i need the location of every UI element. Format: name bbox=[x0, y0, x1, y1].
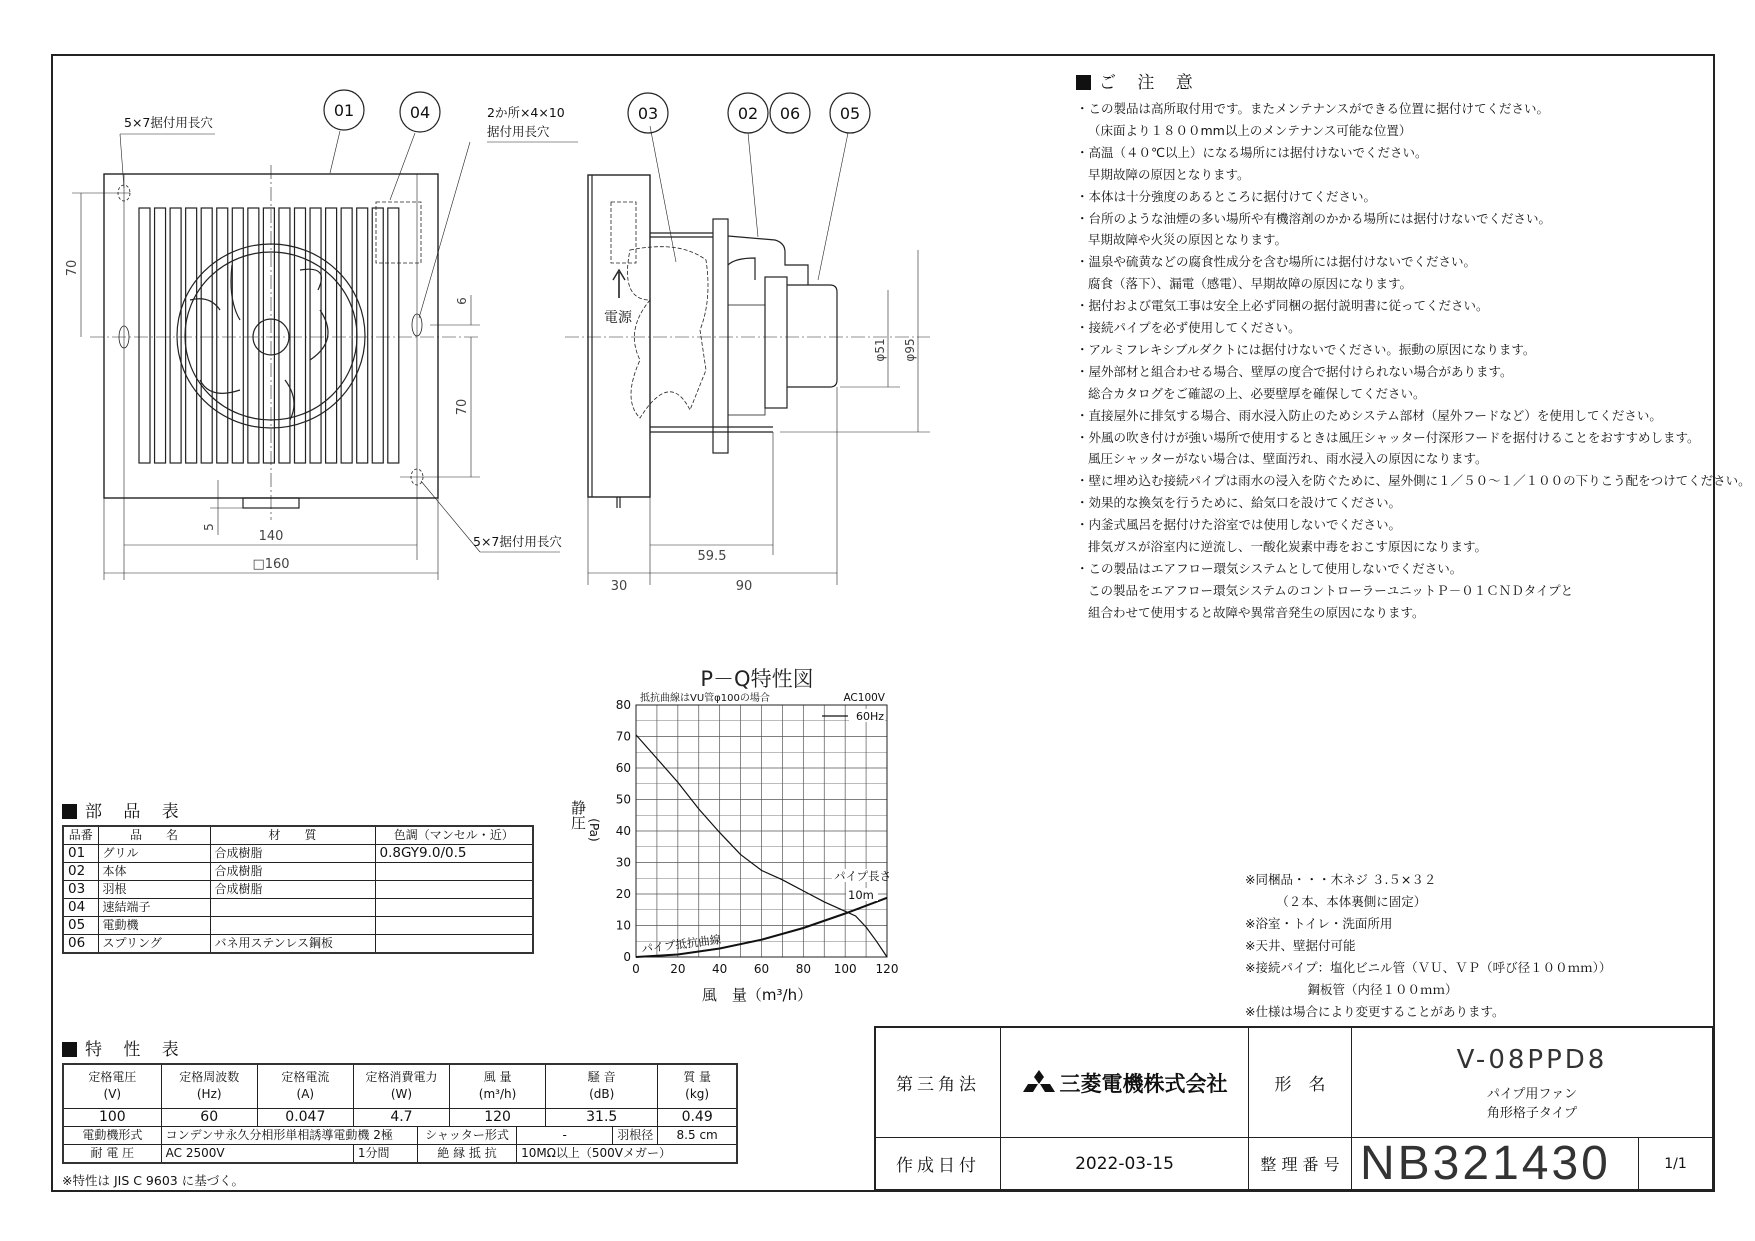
table-row bbox=[63, 917, 533, 935]
table-row bbox=[63, 845, 533, 863]
parts-cell bbox=[210, 899, 375, 917]
grille-slat bbox=[388, 208, 399, 463]
withstand-time: 1分間 bbox=[353, 1144, 417, 1163]
misc-note: ※同梱品・・・木ネジ ３.５×３２ bbox=[1245, 872, 1437, 887]
spec-header-cell bbox=[257, 1064, 353, 1108]
callout-01 bbox=[324, 90, 364, 130]
spec-value: 31.5 bbox=[546, 1108, 658, 1126]
callout-03-label: 03 bbox=[637, 104, 659, 123]
dim-70-left: 70 bbox=[65, 259, 80, 277]
parts-cell: 合成樹脂 bbox=[210, 845, 375, 863]
shutter-value: - bbox=[517, 1126, 613, 1144]
dim-90: 90 bbox=[735, 579, 753, 594]
parts-cell: スプリング bbox=[98, 935, 210, 954]
misc-note: ※仕様は場合により変更することがあります。 bbox=[1245, 1004, 1505, 1019]
slot-label-side-2: 据付用長穴 bbox=[487, 124, 550, 139]
spec-header-cell bbox=[161, 1064, 257, 1108]
parts-cell: 本体 bbox=[98, 863, 210, 881]
parts-cell bbox=[375, 899, 533, 917]
annotation-pipe-resistance: パイプ抵抗曲線 bbox=[640, 932, 722, 956]
note-line: ・本体は十分強度のあるところに据付けてください。 bbox=[1076, 188, 1377, 204]
note-line: 風圧シャッターがない場合は、壁面汚れ、雨水浸入の原因になります。 bbox=[1088, 451, 1488, 467]
callout-05 bbox=[830, 93, 870, 133]
side-view bbox=[565, 93, 930, 594]
chart-ticks bbox=[616, 698, 899, 976]
chart-title: P－Q特性図 bbox=[700, 667, 814, 691]
parts-header-cell: 材 質 bbox=[210, 826, 375, 845]
parts-cell bbox=[375, 881, 533, 899]
misc-note: ※接続パイプ：塩化ビニル管（ＶＵ、ＶＰ（呼び径１００ｍｍ）） bbox=[1245, 960, 1612, 975]
dim-6: 6 bbox=[455, 297, 469, 305]
spec-value: 4.7 bbox=[353, 1108, 449, 1126]
parts-cell: 合成樹脂 bbox=[210, 863, 375, 881]
note-line: 早期故障や火災の原因となります。 bbox=[1088, 232, 1288, 248]
projection-method: 第三角法 bbox=[876, 1028, 1001, 1138]
note-line: ・高温（４０℃以上）になる場所には据付けないでください。 bbox=[1076, 144, 1428, 160]
grille-slat bbox=[232, 208, 243, 463]
parts-cell: バネ用ステンレス鋼板 bbox=[210, 935, 375, 954]
heading-square-icon bbox=[1076, 75, 1091, 90]
grille-slat bbox=[170, 208, 181, 463]
dim-70-right: 70 bbox=[455, 398, 470, 416]
x-tick-label: 80 bbox=[795, 962, 811, 976]
company-logo bbox=[1001, 1028, 1249, 1138]
grille-slat bbox=[217, 208, 228, 463]
note-line: 腐食（落下）、漏電（感電）、早期故障の原因になります。 bbox=[1088, 276, 1413, 292]
front-view bbox=[65, 90, 578, 580]
parts-cell: 01 bbox=[63, 845, 98, 863]
spec-header-name: 定格電圧 bbox=[88, 1070, 137, 1085]
grille-slat bbox=[263, 208, 274, 463]
spec-header-unit: (V) bbox=[103, 1087, 122, 1102]
dim-160: □160 bbox=[252, 557, 290, 572]
parts-cell: グリル bbox=[98, 845, 210, 863]
parts-cell bbox=[375, 863, 533, 881]
x-tick-label: 0 bbox=[632, 962, 640, 976]
parts-header-cell: 品番 bbox=[63, 826, 98, 845]
note-line: ・温泉や硫黄などの腐食性成分を含む場所には据付けないでください。 bbox=[1076, 254, 1477, 270]
callout-02 bbox=[728, 93, 768, 133]
slot-label-side-1: 2か所×4×10 bbox=[487, 105, 565, 120]
x-tick-label: 100 bbox=[833, 962, 857, 976]
insulation-label: 絶 縁 抵 抗 bbox=[417, 1144, 516, 1163]
title-block bbox=[874, 1026, 1713, 1190]
parts-cell: 02 bbox=[63, 863, 98, 881]
note-line: ・この製品は高所取付用です。またメンテナンスができる位置に据付けてください。 bbox=[1076, 101, 1550, 116]
dim-59-5: 59.5 bbox=[697, 549, 727, 564]
note-line: 総合カタログをご確認の上、必要壁厚を確保してください。 bbox=[1088, 385, 1426, 401]
y-tick-label: 30 bbox=[615, 855, 631, 870]
grille-slat bbox=[341, 208, 352, 463]
note-line: ・接続パイプを必ず使用してください。 bbox=[1076, 320, 1301, 335]
dim-phi95: φ95 bbox=[903, 338, 917, 362]
note-line: 排気ガスが浴室内に逆流し、一酸化炭素中毒をおこす原因になります。 bbox=[1088, 539, 1488, 554]
spec-header-unit: (A) bbox=[296, 1087, 315, 1102]
parts-header-cell: 品 名 bbox=[98, 826, 210, 845]
note-line: ・据付および電気工事は安全上必ず同梱の据付説明書に従ってください。 bbox=[1076, 298, 1489, 314]
misc-note: （２本、本体裏側に固定） bbox=[1245, 894, 1427, 909]
drawing-number: NB321430 bbox=[1352, 1138, 1639, 1190]
spec-header-cell bbox=[353, 1064, 449, 1108]
spec-heading bbox=[62, 1035, 187, 1060]
y-tick-label: 60 bbox=[615, 761, 631, 775]
model-label: 形 名 bbox=[1249, 1028, 1352, 1138]
model-description-2: 角形格子タイプ bbox=[1486, 1105, 1578, 1121]
misc-note: ※浴室・トイレ・洗面所用 bbox=[1245, 916, 1393, 931]
legend-label: 60Hz bbox=[855, 710, 884, 723]
parts-cell bbox=[375, 935, 533, 954]
callout-04 bbox=[400, 92, 440, 132]
y-tick-label: 40 bbox=[615, 824, 631, 838]
motor-type: コンデンサ永久分相形単相誘導電動機 2極 bbox=[161, 1126, 417, 1144]
number-label: 整 理 番 号 bbox=[1249, 1138, 1352, 1190]
heading-square-icon bbox=[62, 1042, 77, 1057]
spec-header-cell bbox=[658, 1064, 737, 1108]
parts-cell bbox=[375, 917, 533, 935]
blade-label: 羽根径 bbox=[613, 1126, 658, 1144]
y-label-static: 静圧 bbox=[569, 800, 587, 830]
grille-slat bbox=[372, 208, 383, 463]
spec-header-cell bbox=[546, 1064, 658, 1108]
model-number: V-08PPD8 bbox=[1456, 1044, 1608, 1075]
note-line: ・効果的な換気を行うために、給気口を設けてください。 bbox=[1076, 495, 1402, 511]
withstand-label: 耐 電 圧 bbox=[63, 1144, 161, 1163]
spec-header-name: 質 量 bbox=[683, 1070, 712, 1085]
spec-header-name: 騒 音 bbox=[587, 1070, 616, 1085]
parts-cell: 05 bbox=[63, 917, 98, 935]
note-line: この製品をエアフロー環気システムのコントローラーユニットＰ－０１ＣＮＤタイプと bbox=[1088, 582, 1574, 598]
callout-04-label: 04 bbox=[409, 103, 431, 122]
y-tick-label: 0 bbox=[623, 950, 631, 964]
parts-cell: 速結端子 bbox=[98, 899, 210, 917]
notes-heading-text: ご 注 意 bbox=[1099, 73, 1201, 93]
parts-cell: 03 bbox=[63, 881, 98, 899]
spec-value: 0.49 bbox=[658, 1108, 737, 1126]
table-row bbox=[63, 935, 533, 954]
note-line: ・台所のような油煙の多い場所や有機溶剤のかかる場所には据付けないでください。 bbox=[1076, 210, 1552, 226]
spec-header-cell bbox=[63, 1064, 161, 1108]
grille-slat bbox=[201, 208, 212, 463]
grille-slats bbox=[139, 208, 399, 463]
misc-note: ※天井、壁据付可能 bbox=[1245, 938, 1356, 953]
y-tick-label: 70 bbox=[615, 729, 631, 744]
note-line: ・直接屋外に排気する場合、雨水浸入防止のためシステム部材（屋外フードなど）を使用してください。 bbox=[1076, 407, 1662, 423]
creation-date: 2022-03-15 bbox=[1001, 1138, 1249, 1190]
table-row bbox=[63, 899, 533, 917]
y-tick-label: 50 bbox=[615, 792, 631, 807]
parts-header-row bbox=[63, 826, 533, 845]
table-row bbox=[63, 881, 533, 899]
parts-table bbox=[62, 825, 534, 954]
spec-footnote: ※特性は JIS C 9603 に基づく。 bbox=[62, 1173, 244, 1188]
parts-header-cell: 色調（マンセル・近） bbox=[375, 826, 533, 845]
spec-header-unit: (W) bbox=[390, 1087, 413, 1102]
spec-header-unit: (m³/h) bbox=[478, 1087, 517, 1102]
slot-label-bottom: 5×7据付用長穴 bbox=[473, 534, 562, 549]
x-tick-label: 20 bbox=[670, 962, 686, 976]
callout-02-label: 02 bbox=[737, 104, 759, 123]
parts-heading-text: 部 品 表 bbox=[85, 802, 187, 822]
x-tick-label: 120 bbox=[875, 962, 899, 976]
y-tick-label: 80 bbox=[615, 698, 631, 712]
notes-heading bbox=[1076, 68, 1201, 93]
parts-cell: 06 bbox=[63, 935, 98, 954]
y-label-unit: (Pa) bbox=[587, 818, 601, 842]
spec-header-name: 風 量 bbox=[483, 1070, 512, 1085]
chart-subtitle: 抵抗曲線はVU管φ100の場合 bbox=[640, 693, 770, 704]
note-line: ・アルミフレキシブルダクトには据付けないでください。振動の原因になります。 bbox=[1076, 341, 1536, 357]
sheet-number: 1/1 bbox=[1639, 1138, 1713, 1190]
note-line: ・内釜式風呂を据付けた浴室では使用しないでください。 bbox=[1076, 517, 1402, 533]
spec-heading-text: 特 性 表 bbox=[85, 1040, 187, 1060]
callout-06-label: 06 bbox=[779, 104, 801, 123]
x-tick-label: 40 bbox=[712, 962, 728, 976]
shutter-label: シャッター形式 bbox=[417, 1126, 516, 1144]
power-label: 電源 bbox=[604, 310, 632, 326]
callout-05-label: 05 bbox=[839, 104, 861, 123]
parts-cell: 電動機 bbox=[98, 917, 210, 935]
insulation-value: 10MΩ以上（500Vメガー） bbox=[517, 1144, 737, 1163]
callout-01-label: 01 bbox=[333, 101, 355, 120]
withstand-value: AC 2500V bbox=[161, 1144, 353, 1163]
spec-table bbox=[62, 1063, 738, 1164]
note-line: ・外風の吹き付けが強い場所で使用するときは風圧シャッター付深形フードを据付けることをおすすめします。 bbox=[1076, 429, 1700, 445]
dim-5: 5 bbox=[202, 523, 216, 531]
spec-header-name: 定格周波数 bbox=[179, 1070, 240, 1085]
y-tick-label: 20 bbox=[615, 887, 631, 901]
annotation-pipe-length: パイプ長さ bbox=[834, 869, 892, 883]
note-line: （床面より１８００mm以上のメンテナンス可能な位置） bbox=[1088, 122, 1412, 138]
parts-cell: 羽根 bbox=[98, 881, 210, 899]
spec-value: 60 bbox=[161, 1108, 257, 1126]
grille-slat bbox=[279, 208, 290, 463]
heading-square-icon bbox=[62, 804, 77, 819]
note-line: 早期故障の原因となります。 bbox=[1088, 166, 1250, 182]
spec-header-unit: (dB) bbox=[589, 1087, 615, 1102]
dim-phi51: φ51 bbox=[873, 338, 887, 362]
spec-header-name: 定格消費電力 bbox=[365, 1070, 438, 1085]
parts-cell: 合成樹脂 bbox=[210, 881, 375, 899]
pq-chart bbox=[569, 667, 898, 1004]
note-line: ・屋外部材と組合わせる場合、壁厚の度合で据付けられない場合があります。 bbox=[1076, 363, 1513, 379]
annotation-10m: 10m bbox=[848, 888, 874, 902]
callout-06 bbox=[770, 93, 810, 133]
parts-cell: 0.8GY9.0/0.5 bbox=[375, 845, 533, 863]
x-tick-label: 60 bbox=[753, 962, 770, 976]
dim-140: 140 bbox=[258, 529, 284, 544]
model-cell bbox=[1352, 1028, 1713, 1138]
grille-slat bbox=[310, 208, 321, 463]
callout-03 bbox=[628, 93, 668, 133]
chart-condition: AC100V bbox=[843, 692, 885, 704]
grille-slat bbox=[357, 208, 368, 463]
parts-cell bbox=[210, 917, 375, 935]
grille-slat bbox=[139, 208, 150, 463]
note-line: ・この製品はエアフロー環気システムとして使用しないでください。 bbox=[1076, 560, 1463, 576]
spec-value: 100 bbox=[63, 1108, 161, 1126]
note-line: 組合わせて使用すると故障や異常音発生の原因になります。 bbox=[1088, 604, 1425, 620]
spec-header-name: 定格電流 bbox=[281, 1070, 330, 1085]
spec-header-unit: (Hz) bbox=[196, 1087, 222, 1102]
parts-cell: 04 bbox=[63, 899, 98, 917]
spec-header-cell bbox=[450, 1064, 546, 1108]
date-label: 作成日付 bbox=[876, 1138, 1001, 1190]
dim-30: 30 bbox=[610, 579, 628, 594]
y-tick-label: 10 bbox=[615, 918, 631, 933]
blade-value: 8.5 cm bbox=[658, 1126, 737, 1144]
slot-label-top: 5×7据付用長穴 bbox=[124, 115, 213, 130]
spec-value: 0.047 bbox=[257, 1108, 353, 1126]
company-name: 三菱電機株式会社 bbox=[1059, 1071, 1228, 1096]
motor-type-label: 電動機形式 bbox=[63, 1126, 161, 1144]
mitsubishi-logo-icon bbox=[1022, 1070, 1056, 1096]
misc-note: 鋼板管（内径１００ｍｍ） bbox=[1245, 982, 1458, 997]
x-label: 風 量（m³/h） bbox=[701, 986, 813, 1004]
parts-heading bbox=[62, 797, 187, 822]
grille-slat bbox=[155, 208, 166, 463]
spec-value: 120 bbox=[450, 1108, 546, 1126]
grille-slat bbox=[186, 208, 197, 463]
note-line: ・壁に埋め込む接続パイプは雨水の浸入を防ぐために、屋外側に１／５０～１／１００の下りこう配をつけてください。 bbox=[1076, 473, 1751, 489]
chart-grid bbox=[636, 705, 887, 957]
spec-header-unit: (kg) bbox=[685, 1087, 710, 1102]
model-description-1: パイプ用ファン bbox=[1486, 1086, 1578, 1102]
table-row bbox=[63, 863, 533, 881]
